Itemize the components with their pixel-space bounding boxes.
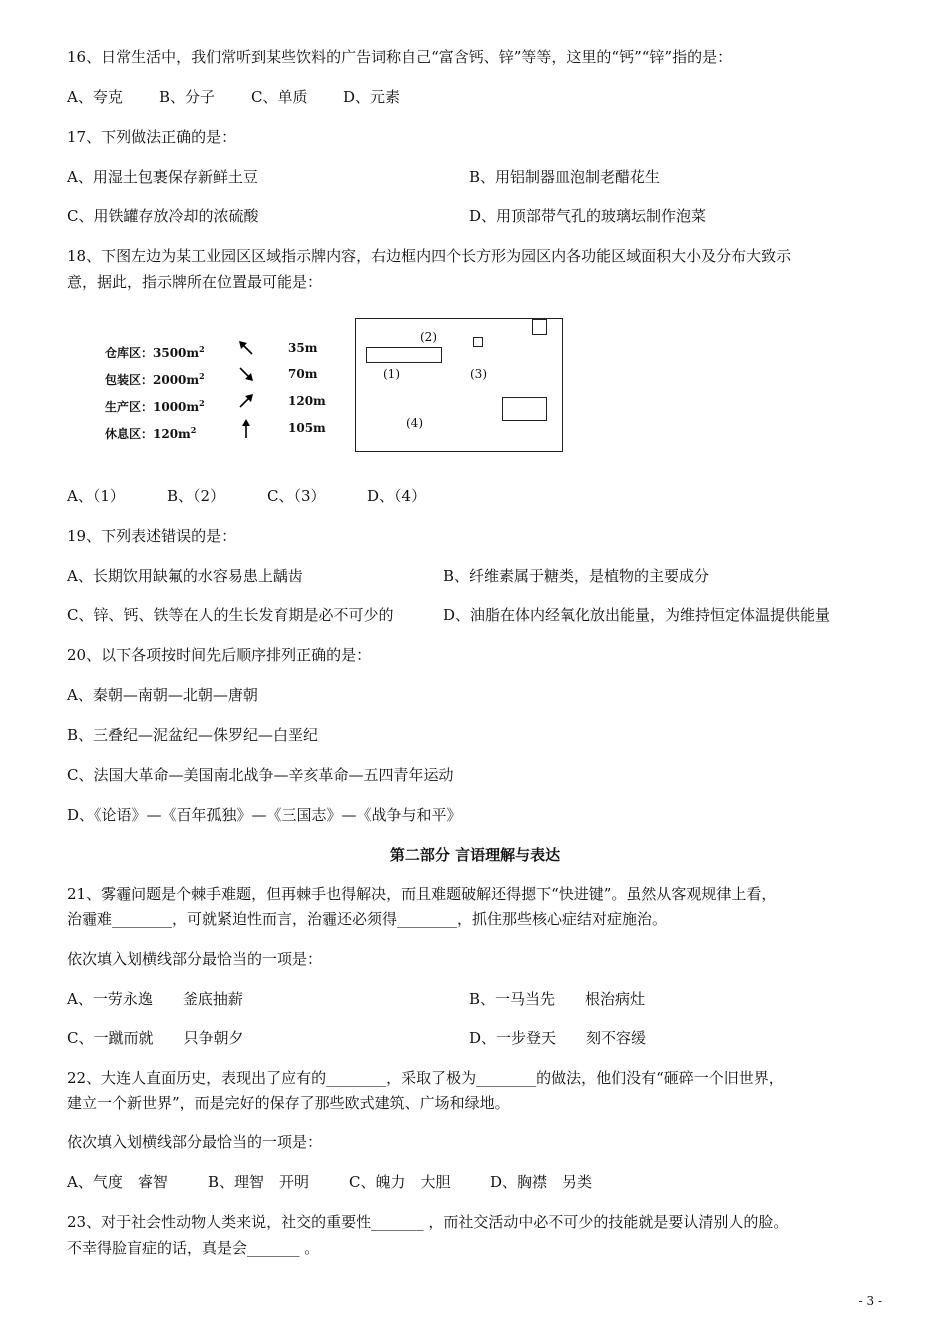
- q22-option-d: D、胸襟 另类: [490, 1173, 593, 1191]
- q23-stem-line1: 23、对于社会性动物人类来说，社交的重要性_______ ，而社交活动中必不可少的技能就是要认清别人的脸。: [67, 1213, 789, 1231]
- legend-distance: 35m: [288, 341, 318, 355]
- map-frame: [355, 318, 563, 452]
- q22-options: [67, 1172, 592, 1192]
- legend-name: 休息区：120m: [105, 427, 191, 441]
- section-title: 第二部分 言语理解与表达: [389, 846, 561, 864]
- map-label-2: (2): [420, 330, 437, 344]
- q21-option-c: C、一蹴而就 只争朝夕: [67, 1029, 244, 1047]
- q22-stem-line2: 建立一个新世界”，而是完好的保存了那些欧式建筑、广场和绿地。: [67, 1094, 510, 1112]
- legend-row-production: [105, 395, 205, 415]
- legend-sup: 2: [199, 344, 205, 354]
- q19-option-a: A、长期饮用缺氟的水容易患上龋齿: [67, 567, 303, 585]
- q18-option-a: A、（1）: [67, 487, 125, 505]
- q23-stem-line2: 不幸得脸盲症的话，真是会_______ 。: [67, 1239, 320, 1257]
- map-area-3: [532, 319, 547, 335]
- q17-option-c: C、用铁罐存放冷却的浓硫酸: [67, 207, 259, 225]
- q21-instruction: 依次填入划横线部分最恰当的一项是：: [67, 950, 323, 968]
- q20-option-b: B、三叠纪—泥盆纪—侏罗纪—白垩纪: [67, 726, 319, 744]
- legend-sup: 2: [199, 398, 205, 408]
- q22-stem-line1: 22、大连人直面历史，表现出了应有的________，采取了极为________的做法，他们没有“砸碎一个旧世界，: [67, 1069, 784, 1087]
- q16-options: [67, 87, 400, 107]
- q18-options: [67, 486, 426, 506]
- q22-option-a: A、气度 睿智: [67, 1173, 168, 1191]
- q22-instruction: 依次填入划横线部分最恰当的一项是：: [67, 1133, 323, 1151]
- legend-row-rest: [105, 422, 196, 442]
- q18-option-c: C、（3）: [267, 487, 326, 505]
- legend-distance: 120m: [288, 394, 326, 408]
- map-area-1: [366, 347, 442, 363]
- q20-stem: 20、以下各项按时间先后顺序排列正确的是：: [67, 646, 372, 664]
- q17-stem: 17、下列做法正确的是：: [67, 128, 237, 146]
- q18-option-b: B、（2）: [167, 487, 226, 505]
- q21-stem-line2: 治霾难________，可就紧迫性而言，治霾还必须得________，抓住那些核心症结对症施治。: [67, 910, 668, 928]
- legend-name: 包装区：2000m: [105, 373, 200, 387]
- map-label-1: (1): [383, 367, 400, 381]
- arrow-northeast-icon: [236, 391, 256, 411]
- q21-option-a: A、一劳永逸 釜底抽薪: [67, 990, 243, 1008]
- legend-name: 生产区：1000m: [105, 400, 200, 414]
- q19-option-d: D、油脂在体内经氧化放出能量，为维持恒定体温提供能量: [443, 606, 831, 624]
- q18-option-d: D、（4）: [367, 487, 427, 505]
- q16-option-a: A、夸克: [67, 88, 123, 106]
- map-label-3: (3): [470, 367, 487, 381]
- legend-name: 仓库区：3500m: [105, 346, 200, 360]
- q20-option-d: D、《论语》—《百年孤独》—《三国志》—《战争与和平》: [67, 806, 462, 824]
- legend-sup: 2: [199, 371, 205, 381]
- q22-option-c: C、魄力 大胆: [349, 1173, 451, 1191]
- q19-option-c: C、锌、钙、铁等在人的生长发育期是必不可少的: [67, 606, 394, 624]
- map-label-4: (4): [406, 416, 423, 430]
- q17-option-b: B、用铝制器皿泡制老醋花生: [469, 168, 661, 186]
- q16-option-d: D、元素: [343, 88, 401, 106]
- q20-option-c: C、法国大革命—美国南北战争—辛亥革命—五四青年运动: [67, 766, 454, 784]
- q16-option-c: C、单质: [251, 88, 308, 106]
- q21-stem-line1: 21、雾霾问题是个棘手难题，但再棘手也得解决，而且难题破解还得摁下“快进键”。虽然从客观规律上看，: [67, 885, 777, 903]
- q18-stem-line1: 18、下图左边为某工业园区区域指示牌内容，右边框内四个长方形为园区内各功能区域面积大小及分布大致示: [67, 247, 792, 265]
- arrow-northwest-icon: [236, 338, 256, 358]
- q16-stem: 16、日常生活中，我们常听到某些饮料的广告词称自己“富含钙、锌”等等，这里的“钙”“锌”指的是：: [67, 48, 733, 66]
- q21-option-b: B、一马当先 根治病灶: [469, 990, 646, 1008]
- q16-option-b: B、分子: [159, 88, 216, 106]
- legend-row-packaging: [105, 368, 205, 388]
- q18-stem-line2: 意，据此，指示牌所在位置最可能是：: [67, 273, 323, 291]
- q17-option-a: A、用湿土包裹保存新鲜土豆: [67, 168, 258, 186]
- legend-sup: 2: [190, 425, 197, 435]
- arrow-southeast-icon: [236, 364, 256, 384]
- legend-row-warehouse: [105, 341, 205, 361]
- q19-stem: 19、下列表述错误的是：: [67, 527, 237, 545]
- q17-option-d: D、用顶部带气孔的玻璃坛制作泡菜: [469, 207, 707, 225]
- legend-distance: 105m: [288, 421, 326, 435]
- legend-distance: 70m: [288, 367, 318, 381]
- page-number: - 3 -: [858, 1294, 882, 1308]
- q22-option-b: B、理智 开明: [208, 1173, 310, 1191]
- map-area-2: [473, 337, 483, 347]
- q21-option-d: D、一步登天 刻不容缓: [469, 1029, 647, 1047]
- q20-option-a: A、秦朝—南朝—北朝—唐朝: [67, 686, 258, 704]
- arrow-north-icon: [238, 418, 254, 440]
- q19-option-b: B、纤维素属于糖类，是植物的主要成分: [443, 567, 710, 585]
- map-area-4: [502, 397, 547, 421]
